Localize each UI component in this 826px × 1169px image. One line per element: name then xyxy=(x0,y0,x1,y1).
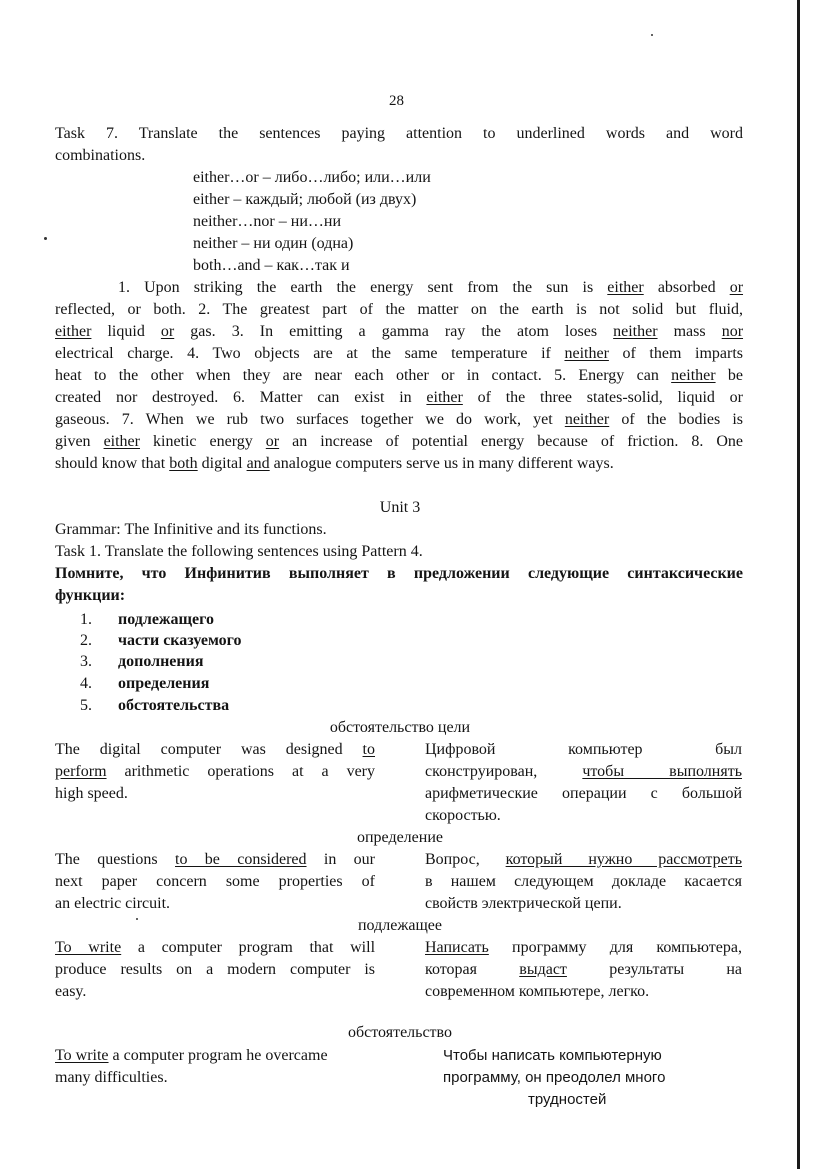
function-list-item: 5. обстоятельства xyxy=(80,697,230,714)
scan-speck xyxy=(44,237,47,240)
remember-note: Помните, что Инфинитив выполняет в предложении следующие синтаксические xyxy=(55,565,743,582)
grammar-topic: Grammar: The Infinitive and its functions. xyxy=(55,521,327,538)
example-russian: Цифровой компьютер был сконструирован, чтобы выполнять арифметические операции с большой скоростью. xyxy=(425,741,742,824)
sentence-line: created nor destroyed. 6. Matter can exist in either of the three states-solid, liquid or xyxy=(55,389,743,406)
function-list-item: 2. части сказуемого xyxy=(80,632,242,649)
vocab-item: either – каждый; любой (из двух) xyxy=(193,191,417,208)
task7-title-cont: combinations. xyxy=(55,147,146,164)
sentence-line: heat to the other when they are near each other or in contact. 5. Energy can neither be xyxy=(55,367,743,384)
function-list-item: 4. определения xyxy=(80,675,210,692)
example-russian: Чтобы написать компьютерную программу, он преодолел много трудностей xyxy=(443,1047,666,1108)
task7-title: Task 7. Translate the sentences paying attention to underlined words and word xyxy=(55,125,743,142)
example-heading: обстоятельство xyxy=(348,1024,452,1041)
function-list-item: 1. подлежащего xyxy=(80,611,215,628)
example-heading: обстоятельство цели xyxy=(329,719,471,736)
sentence-line: given either kinetic energy or an increase of potential energy because of friction. 8. One xyxy=(55,433,743,450)
function-list-item: 3. дополнения xyxy=(80,653,204,670)
scan-speck xyxy=(651,34,653,36)
sentence-line: reflected, or both. 2. The greatest part of the matter on the earth is not solid but fluid, xyxy=(55,301,743,318)
task1-title: Task 1. Translate the following sentences using Pattern 4. xyxy=(55,543,423,560)
sentence-line: electrical charge. 4. Two objects are at the same temperature if neither of them imparts xyxy=(55,345,744,362)
vocab-item: neither – ни один (одна) xyxy=(193,235,354,252)
unit-heading: Unit 3 xyxy=(379,499,421,516)
example-english: To write a computer program that will produce results on a modern computer is easy. xyxy=(55,939,376,1000)
example-heading: определение xyxy=(356,829,443,846)
example-english: The questions to be considered in our next paper concern some properties of an electric circuit. xyxy=(55,851,375,912)
page-number: 28 xyxy=(389,93,404,109)
vocab-item: both…and – как…так и xyxy=(193,257,350,274)
example-english: To write a computer program he overcame many difficulties. xyxy=(55,1047,328,1086)
vocab-item: neither…nor – ни…ни xyxy=(193,213,341,230)
vocab-item: either…or – либо…либо; или…или xyxy=(193,169,431,186)
example-english: The digital computer was designed to perform arithmetic operations at a very high speed. xyxy=(55,741,375,802)
scan-edge-line xyxy=(797,0,800,1169)
example-russian: Вопрос, который нужно рассмотреть в нашем следующем докладе касается свойств электрической цепи. xyxy=(425,851,743,912)
sentence-line: gaseous. 7. When we rub two surfaces together we do work, yet neither of the bodies is xyxy=(55,411,743,428)
example-heading: подлежащее xyxy=(357,917,442,934)
sentence-line: should know that both digital and analogue computers serve us in many different ways. xyxy=(55,455,614,472)
sentence-line: either liquid or gas. 3. In emitting a gamma ray the atom loses neither mass nor xyxy=(55,323,744,340)
sentence-line: 1. Upon striking the earth the energy sent from the sun is either absorbed or xyxy=(118,279,744,296)
remember-note-cont: функции: xyxy=(55,587,126,604)
example-russian: Написать программу для компьютера, которая выдаст результаты на современном компьютере, легко. xyxy=(425,939,743,1000)
